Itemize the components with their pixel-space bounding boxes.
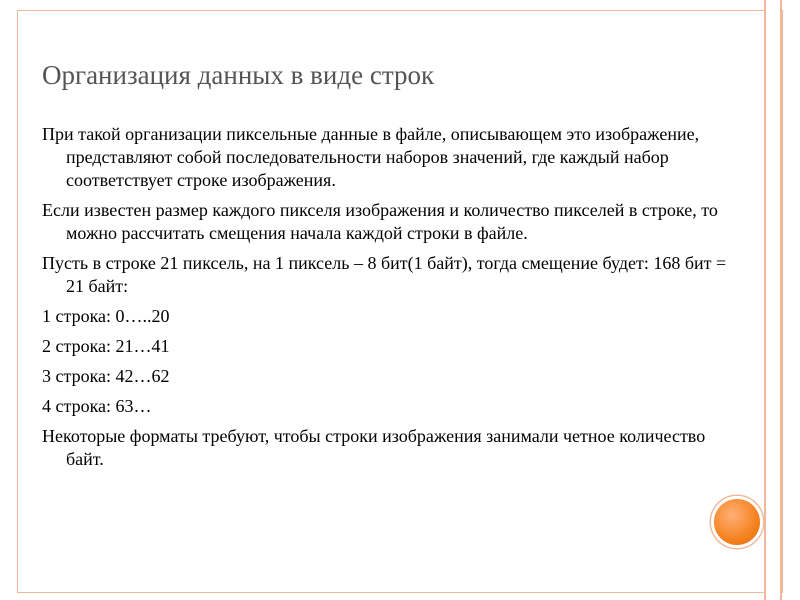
decorative-right-bar <box>764 0 782 600</box>
paragraph-intro: При такой организации пиксельные данные в файле, описывающем это изображение, представляют собой последовательности наборов значений, где каждый набор соответствует строке изображения. <box>42 124 700 190</box>
orange-circle-decoration <box>711 496 763 548</box>
slide-body <box>42 123 742 478</box>
slide-title: Организация данных в виде строк <box>42 60 435 90</box>
row-2-offset: 2 строка: 21…41 <box>42 336 170 356</box>
paragraph-offsets: Если известен размер каждого пикселя изображения и количество пикселей в строке, то можно рассчитать смещения начала каждой строки в файле. <box>42 200 718 243</box>
row-3-offset: 3 строка: 42…62 <box>42 366 170 386</box>
row-4-offset: 4 строка: 63… <box>42 396 152 416</box>
paragraph-even-bytes: Некоторые форматы требуют, чтобы строки изображения занимали четное количество байт. <box>42 426 706 469</box>
row-1-offset: 1 строка: 0…..20 <box>42 306 170 326</box>
paragraph-example: Пусть в строке 21 пиксель, на 1 пиксель – 8 бит(1 байт), тогда смещение будет: 168 бит = 21 байт: <box>42 253 727 296</box>
